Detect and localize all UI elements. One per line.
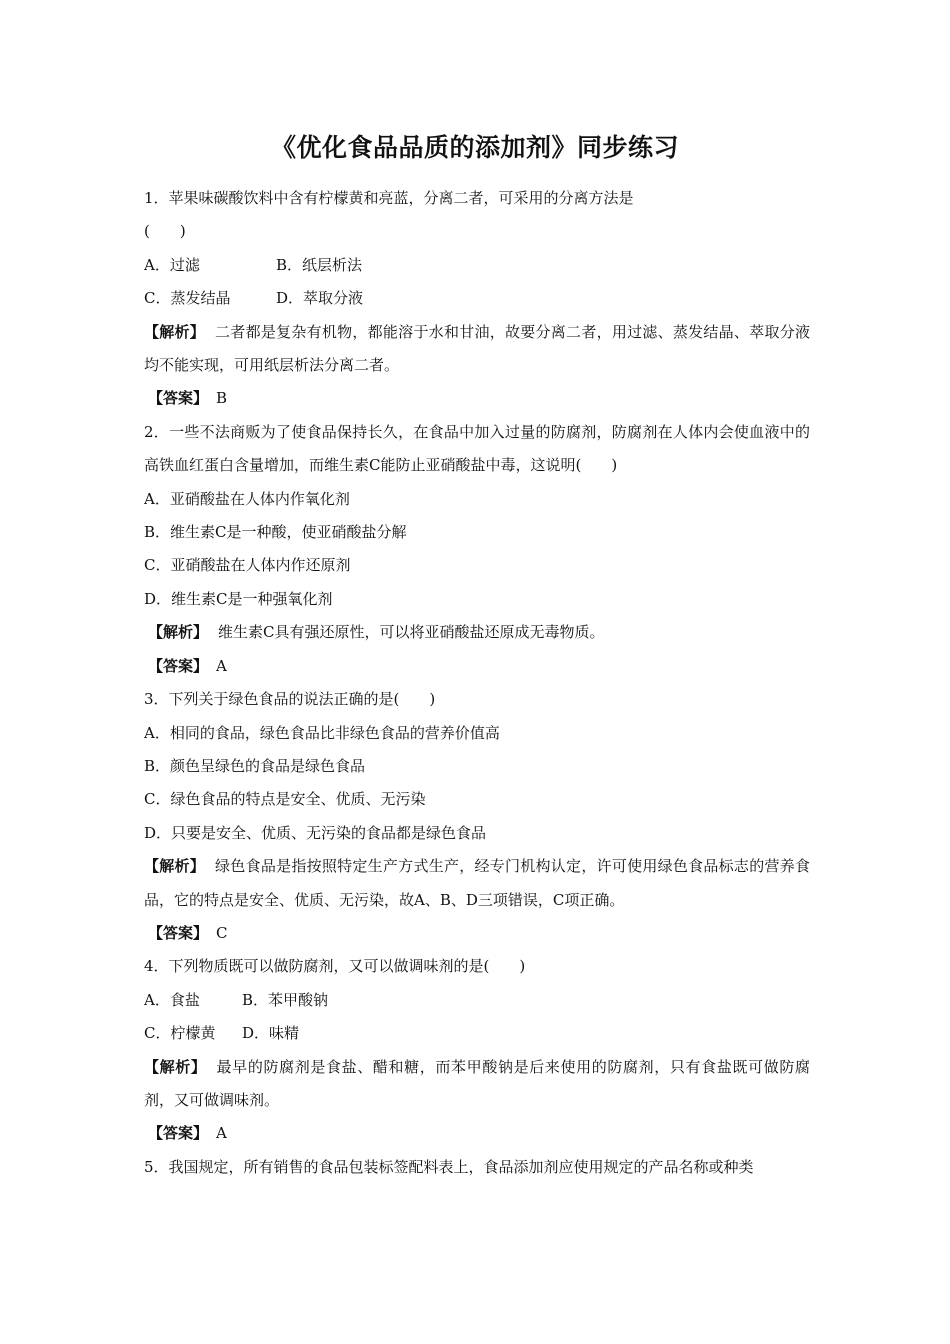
question-1-option-c: C．蒸发结晶 bbox=[144, 289, 231, 308]
answer-label: 【答案】 bbox=[148, 389, 209, 408]
question-3-option-b: B．颜色呈绿色的食品是绿色食品 bbox=[144, 756, 366, 775]
question-4-answer-value: A bbox=[216, 1124, 227, 1143]
question-2-option-c: C．亚硝酸盐在人体内作还原剂 bbox=[144, 556, 351, 575]
question-3-option-d: D．只要是安全、优质、无污染的食品都是绿色食品 bbox=[144, 823, 487, 842]
question-4-option-d: D．味精 bbox=[242, 1024, 300, 1043]
question-3-option-c: C．绿色食品的特点是安全、优质、无污染 bbox=[144, 790, 426, 809]
question-5-stem: 5．我国规定，所有销售的食品包装标签配料表上，食品添加剂应使用规定的产品名称或种类 bbox=[144, 1157, 754, 1176]
question-4-stem: 4．下列物质既可以做防腐剂，又可以做调味剂的是( ) bbox=[144, 957, 526, 976]
question-4-answer bbox=[144, 1117, 810, 1150]
question-4-option-b: B．苯甲酸钠 bbox=[242, 990, 329, 1009]
analysis-label: 【解析】 bbox=[144, 857, 206, 876]
question-2-stem: 2．一些不法商贩为了使食品保持长久，在食品中加入过量的防腐剂，防腐剂在人体内会使血液中的高铁血红蛋白含量增加，而维生素C能防止亚硝酸盐中毒，这说明( ) bbox=[144, 422, 810, 475]
question-1-option-a: A．过滤 bbox=[144, 255, 200, 274]
question-2-option-a: A．亚硝酸盐在人体内作氧化剂 bbox=[144, 489, 350, 508]
question-1-answer-value: B bbox=[216, 389, 228, 408]
question-3-option-a: A．相同的食品，绿色食品比非绿色食品的营养价值高 bbox=[144, 723, 500, 742]
question-2-option-d: D．维生素C是一种强氧化剂 bbox=[144, 589, 333, 608]
question-4-option-a: A．食盐 bbox=[144, 990, 200, 1009]
question-1-answer bbox=[144, 382, 810, 415]
page-title: 《优化食品品质的添加剂》同步练习 bbox=[270, 133, 679, 162]
question-3-answer bbox=[144, 917, 810, 950]
question-2-answer bbox=[144, 650, 810, 683]
question-4-options-ab bbox=[144, 984, 810, 1017]
question-4-options-cd bbox=[144, 1017, 810, 1050]
question-3-analysis-text: 绿色食品是指按照特定生产方式生产，经专门机构认定，许可使用绿色食品标志的营养食品，它的特点是安全、优质、无污染，故A、B、D三项错误，C项正确。 bbox=[144, 857, 810, 909]
answer-label: 【答案】 bbox=[148, 656, 209, 675]
question-2-answer-value: A bbox=[216, 656, 227, 675]
question-1-options-ab bbox=[144, 249, 810, 282]
question-1-paren: ( ) bbox=[144, 222, 186, 241]
question-3-answer-value: C bbox=[216, 923, 228, 942]
question-4-analysis-text: 最早的防腐剂是食盐、醋和糖，而苯甲酸钠是后来使用的防腐剂，只有食盐既可做防腐剂，又可做调味剂。 bbox=[144, 1057, 810, 1109]
exercise-content bbox=[144, 182, 810, 1184]
question-1-stem: 1．苹果味碳酸饮料中含有柠檬黄和亮蓝，分离二者，可采用的分离方法是 bbox=[144, 189, 634, 207]
question-1-option-d: D．萃取分液 bbox=[276, 289, 364, 308]
answer-label: 【答案】 bbox=[148, 1124, 209, 1143]
question-1-option-b: B．纸层析法 bbox=[276, 255, 363, 274]
question-3-stem: 3．下列关于绿色食品的说法正确的是( ) bbox=[144, 690, 436, 709]
analysis-label: 【解析】 bbox=[148, 623, 209, 642]
question-2-analysis bbox=[144, 616, 810, 649]
question-4-option-c: C．柠檬黄 bbox=[144, 1024, 216, 1043]
question-1-analysis bbox=[144, 316, 810, 383]
question-1-analysis-text: 二者都是复杂有机物，都能溶于水和甘油，故要分离二者，用过滤、蒸发结晶、萃取分液均不能实现，可用纸层析法分离二者。 bbox=[144, 322, 810, 375]
answer-label: 【答案】 bbox=[148, 923, 209, 942]
question-3-analysis bbox=[144, 850, 810, 917]
question-2-analysis-text: 维生素C具有强还原性，可以将亚硝酸盐还原成无毒物质。 bbox=[218, 623, 605, 642]
analysis-label: 【解析】 bbox=[144, 1057, 207, 1076]
question-4-analysis bbox=[144, 1051, 810, 1118]
question-2-option-b: B．维生素C是一种酸，使亚硝酸盐分解 bbox=[144, 523, 407, 542]
question-1-options-cd bbox=[144, 282, 810, 315]
analysis-label: 【解析】 bbox=[144, 322, 206, 341]
